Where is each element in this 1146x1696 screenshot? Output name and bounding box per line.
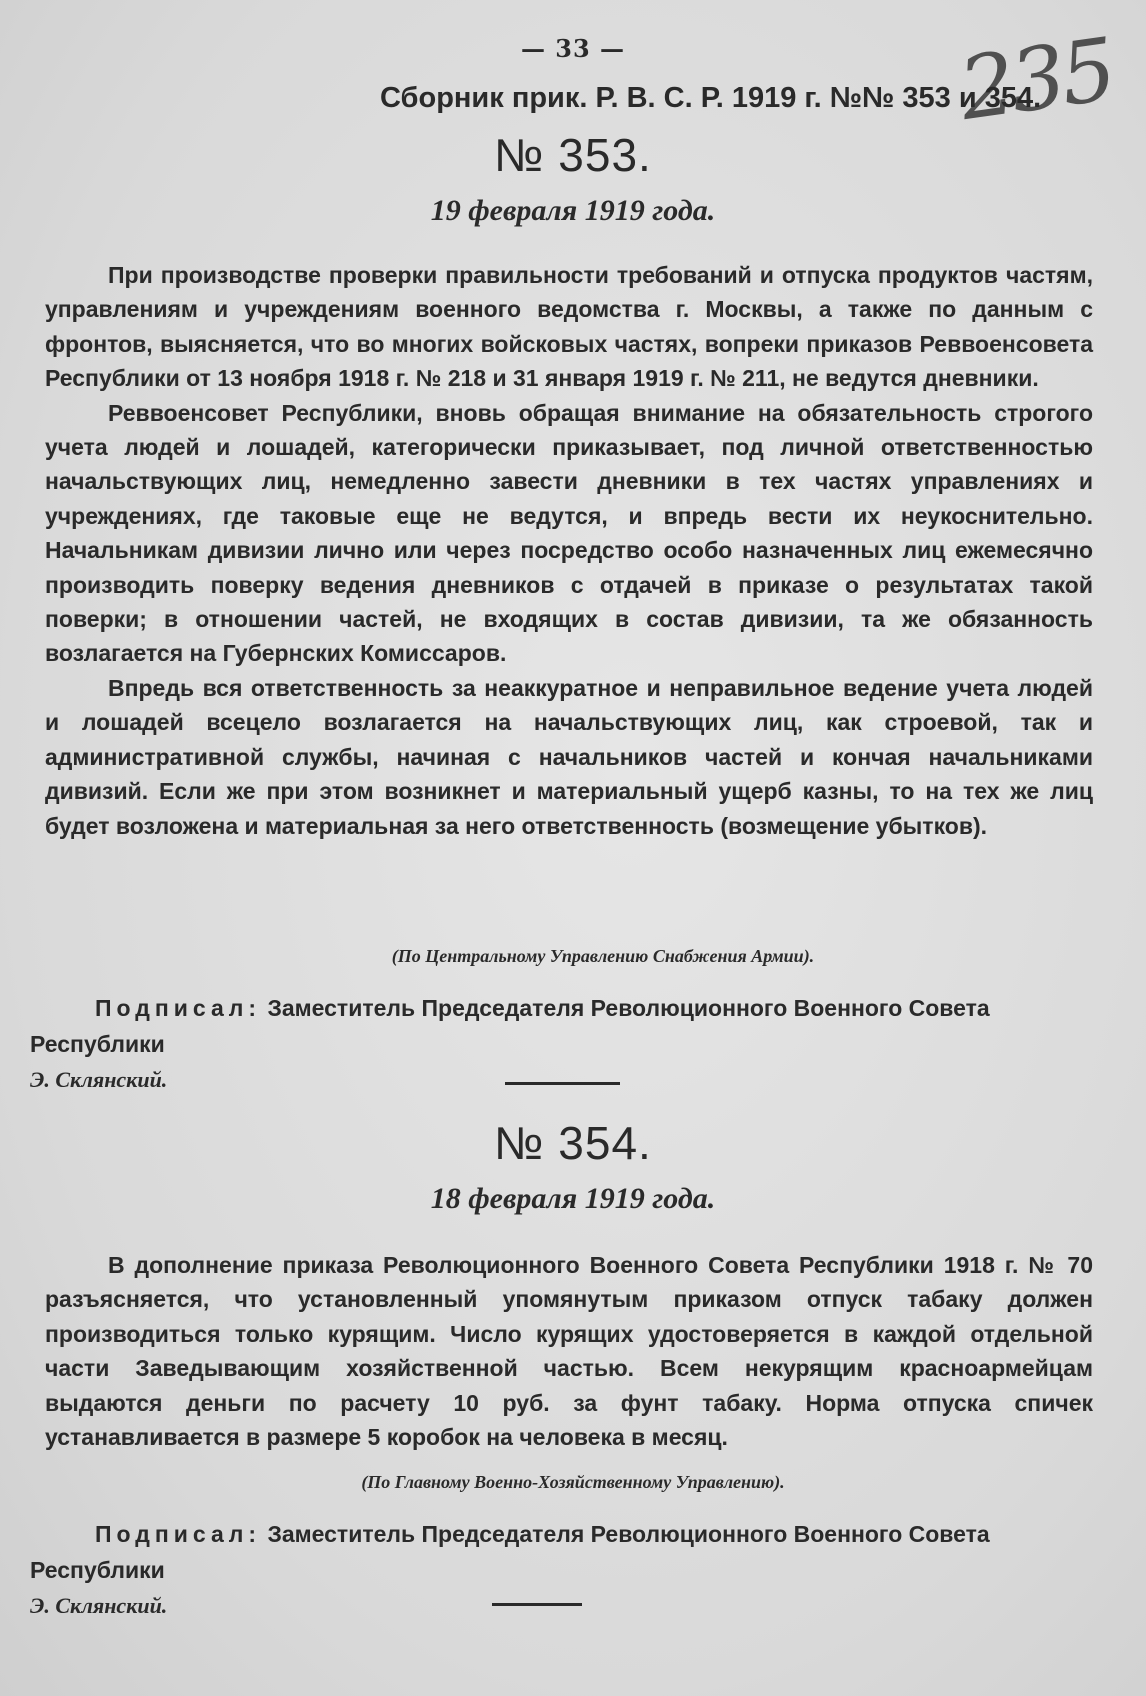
signature-name: Э. Склянский. <box>30 1593 168 1618</box>
order-354-body <box>45 1248 1093 1454</box>
signature-title: Заместитель Председателя Революционного Военного Совета Республики <box>30 1521 990 1583</box>
signature-label: Подписал: <box>95 1521 262 1547</box>
handwritten-page-number: 235 <box>953 19 1119 141</box>
order-354-date: 18 февраля 1919 года. <box>430 1182 716 1215</box>
end-divider <box>492 1603 582 1606</box>
order-354-source: (По Главному Военно-Хозяйственному Управлению). <box>361 1472 785 1492</box>
running-head: Сборник прик. Р. В. С. Р. 1919 г. №№ 353 и 354. <box>380 82 1042 114</box>
order-353-paragraph-3: Впредь вся ответственность за неаккуратное и неправильное ведение учета людей и лошадей всецело возлагается на начальствующих лиц, как строевой, так и административной службы, начиная с начальников частей и кончая начальниками дивизий. Если же при этом возникнет и материальный ущерб казны, то на тех же лиц будет возложена и материальная за него ответственность (возмещение убытков). <box>45 674 1093 839</box>
order-353-number: № 353. <box>494 129 652 181</box>
order-354-signature <box>30 1516 1100 1624</box>
signature-label: Подписал: <box>95 995 262 1021</box>
order-353-source: (По Центральному Управлению Снабжения Армии). <box>391 946 815 966</box>
order-353-date: 19 февраля 1919 года. <box>430 194 716 227</box>
section-divider <box>505 1082 620 1085</box>
order-354-paragraph-1: В дополнение приказа Революционного Военного Совета Республики 1918 г. № 70 разъясняется, что установленный упомянутым приказом отпуск табаку должен производиться только курящим. Число курящих удостоверяется в каждой отдельной части Заведывающим хозяйственной частью. Всем некурящим красноармейцам выдаются деньги по расчету 10 руб. за фунт табаку. Норма отпуска спичек устанавливается в размере 5 коробок на человека в месяц. <box>45 1252 1093 1451</box>
order-353-paragraph-1: При производстве проверки правильности требований и отпуска продуктов частям, управлениям и учреждениям военного ведомства г. Москвы, а также по данным с фронтов, выясняется, что во многих войсковых частях, вопреки приказов Реввоенсовета Республики от 13 ноября 1918 г. № 218 и 31 января 1919 г. № 211, не ведутся дневники. <box>45 262 1093 392</box>
order-354-number: № 354. <box>494 1117 652 1169</box>
order-353-body <box>45 258 1093 843</box>
page-number: — 33 — <box>520 34 626 63</box>
signature-title: Заместитель Председателя Революционного Военного Совета Республики <box>30 995 990 1057</box>
order-353-paragraph-2: Реввоенсовет Республики, вновь обращая внимание на обязательность строгого учета людей и лошадей, категорически приказывает, под личной ответственностью начальствующих лиц, немедленно завести дневники в тех частях управлениях и учреждениях, где таковые еще не ведутся, и впредь вести их неукоснительно. Начальникам дивизии лично или через посредство особо назначенных лиц ежемесячно производить поверку ведения дневников с отдачей в приказе о результатах такой поверки; в отношении частей, не входящих в состав дивизии, та же обязанность возлагается на Губернских Комиссаров. <box>45 399 1093 667</box>
signature-name: Э. Склянский. <box>30 1067 168 1092</box>
